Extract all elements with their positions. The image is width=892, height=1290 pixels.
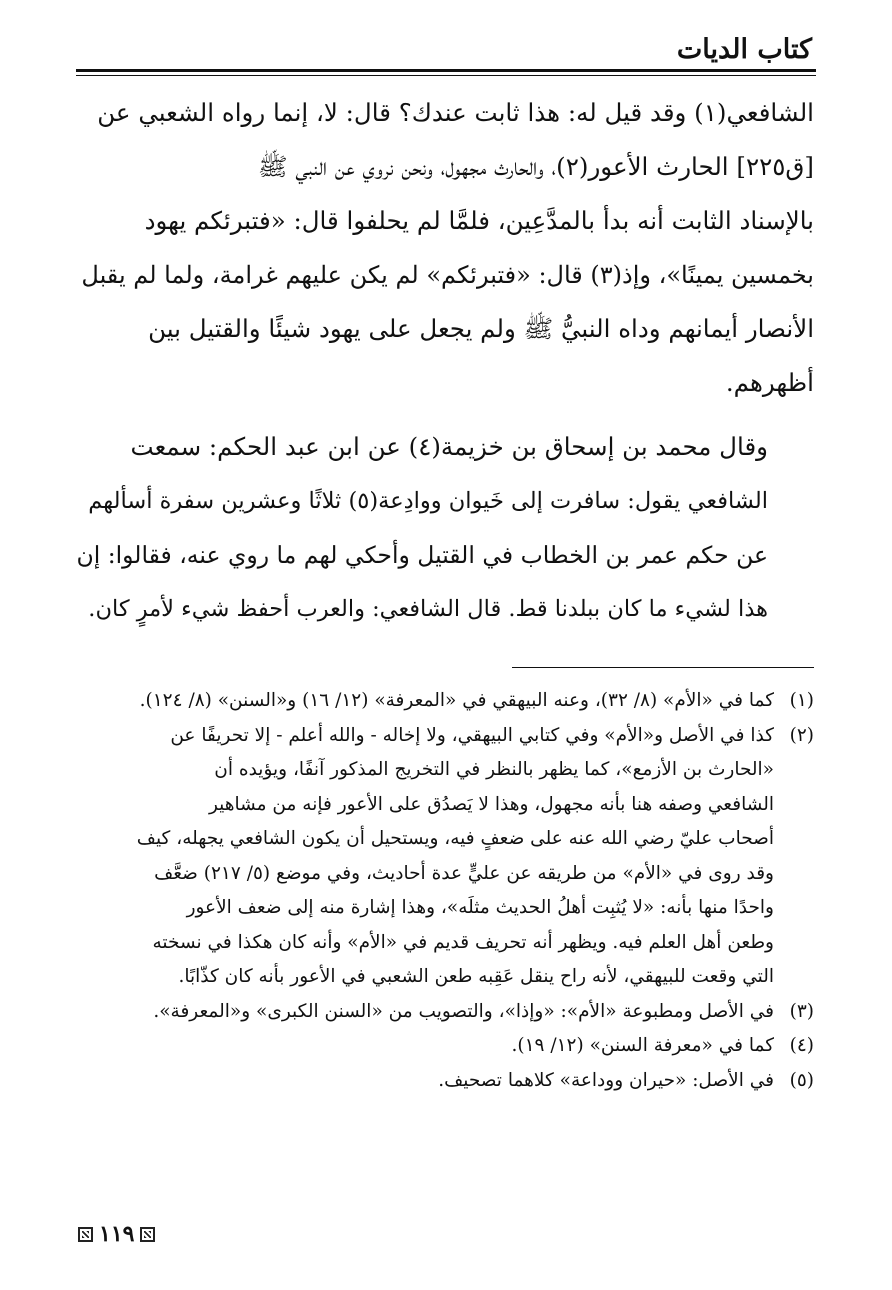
footnote-line: كما في «معرفة السنن» (١٢/ ١٩). — [511, 1035, 774, 1056]
header-rule — [76, 69, 816, 72]
footnote-line: كذا في الأصل و«الأم» وفي كتابي البيهقي، ولا إخاله - والله أعلم - إلا تحريفًا عن — [170, 724, 774, 746]
main-text — [76, 86, 814, 636]
footnote-2 — [76, 719, 814, 995]
paragraph-2 — [76, 420, 814, 636]
text-line: بخمسين يمينًا»، وإذ(٣) قال: «فتبرئكم» لم يكن عليهم غرامة، ولما لم يقبل — [81, 261, 814, 289]
footnote-number: (٢) — [789, 724, 814, 746]
running-header-title: كتاب الديات — [676, 34, 812, 65]
text-line: الشافعي(١) وقد قيل له: هذا ثابت عندك؟ قال: لا، إنما رواه الشعبي عن — [97, 98, 814, 127]
ornament-icon — [140, 1227, 155, 1242]
footnote-line: أصحاب عليّ رضي الله عنه على ضعفٍ فيه، ويستحيل أن يكون الشافعي يجهله، كيف — [136, 828, 774, 849]
footnotes — [76, 684, 814, 1098]
page-number: ١١٩ — [99, 1221, 135, 1247]
footnote-1 — [76, 684, 814, 719]
footnote-line: التي وقعت للبيهقي، لأنه راح ينقل عَقِبه طعن الشعبي في الأعور بأنه كان كذّابًا. — [178, 966, 774, 987]
footnote-line: في الأصل: «حيران ووداعة» كلاهما تصحيف. — [438, 1069, 774, 1091]
paragraph-1 — [76, 86, 814, 410]
footnote-number: (٣) — [789, 1000, 814, 1022]
ornament-icon — [78, 1227, 93, 1242]
text-line: [ق٢٢٥] الحارث الأعور(٢)، والحارث مجهول، ونحن نروي عن النبي ﷺ — [258, 152, 814, 181]
footnote-line: وقد روى في «الأم» من طريقه عن عليٍّ عدة أحاديث، وفي موضع (٥/ ٢١٧) ضعَّف — [154, 862, 774, 884]
text-line: هذا لشيء ما كان ببلدنا قط. قال الشافعي: والعرب أحفظ شيء لأمرٍ كان. — [88, 596, 768, 622]
footnote-line: في الأصل ومطبوعة «الأم»: «وإذا»، والتصويب من «السنن الكبرى» و«المعرفة». — [153, 1000, 774, 1022]
footnote-line: كما في «الأم» (٨/ ٣٢)، وعنه البيهقي في «المعرفة» (١٢/ ١٦) و«السنن» (٨/ ١٢٤). — [139, 690, 774, 711]
footnote-separator — [512, 667, 814, 668]
page-number-block — [78, 1221, 155, 1247]
text-line: الأنصار أيمانهم وداه النبيُّ ﷺ ولم يجعل على يهود شيئًا والقتيل بين — [148, 314, 814, 343]
text-line: بالإسناد الثابت أنه بدأ بالمدَّعِين، فلمَّا لم يحلفوا قال: «فتبرئكم يهود — [144, 206, 814, 235]
footnote-5 — [76, 1064, 814, 1099]
footnote-line: الشافعي وصفه هنا بأنه مجهول، وهذا لا يَصدُق على الأعور فإنه من مشاهير — [208, 793, 774, 815]
footnote-line: وطعن أهل العلم فيه. ويظهر أنه تحريف قديم في «الأم» وأنه كان هكذا في نسخته — [152, 931, 774, 953]
header-rule-thin — [76, 75, 816, 76]
footnote-number: (٤) — [789, 1035, 814, 1056]
footnote-line: «الحارث بن الأزمع»، كما يظهر بالنظر في التخريج المذكور آنفًا، ويؤيده أن — [214, 759, 774, 780]
text-line: عن حكم عمر بن الخطاب في القتيل وأحكي لهم ما روي عنه، فقالوا: إن — [76, 541, 768, 569]
footnote-number: (٥) — [789, 1069, 814, 1091]
text-line: وقال محمد بن إسحاق بن خزيمة(٤) عن ابن عبد الحكم: سمعت — [130, 432, 768, 461]
footnote-3 — [76, 995, 814, 1030]
footnote-line: واحدًا منها بأنه: «لا يُثبِت أهلُ الحديث مثلَه»، وهذا إشارة منه إلى ضعف الأعور — [186, 897, 774, 918]
footnote-number: (١) — [789, 690, 814, 711]
text-line: أظهرهم. — [725, 368, 814, 397]
text-line: الشافعي يقول: سافرت إلى خَيوان ووادِعة(٥) ثلاثًا وعشرين سفرة أسألهم — [88, 488, 768, 514]
footnote-4 — [76, 1029, 814, 1064]
